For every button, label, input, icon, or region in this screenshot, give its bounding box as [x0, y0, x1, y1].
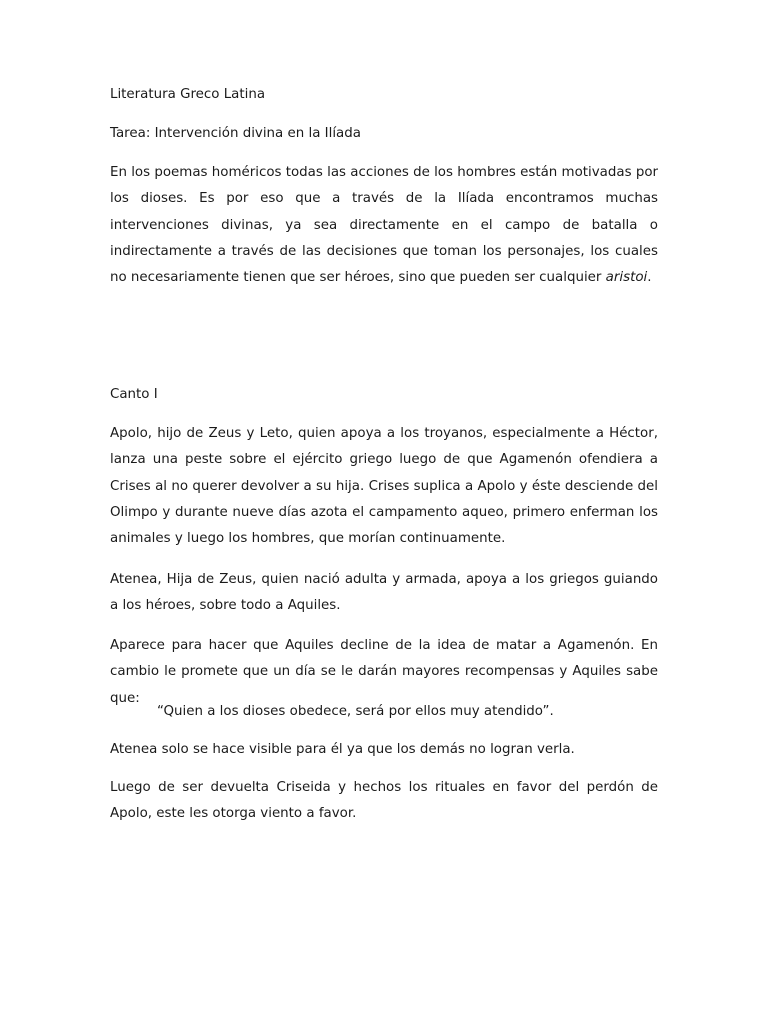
paragraph-luego: Luego de ser devuelta Criseida y hechos los rituales en favor del perdón de Apolo, este les otorga viento a favor. — [110, 780, 658, 822]
paragraph-apolo: Apolo, hijo de Zeus y Leto, quien apoya a los troyanos, especialmente a Héctor, lanza una peste sobre el ejército griego luego de que Agamenón ofendiera a Crises al no querer devolver a su hija. Crises suplica a Apolo y éste desciende del Olimpo y durante nueve días azota el campamento aqueo, primero enferman los animales y luego los hombres, que morían continuamente. — [110, 426, 658, 547]
course-title: Literatura Greco Latina — [110, 87, 266, 102]
section-title: Canto I — [110, 387, 158, 402]
intro-italic-term: aristoi — [605, 270, 648, 286]
intro-text-end: . — [647, 270, 652, 286]
assignment-title: Tarea: Intervención divina en la Ilíada — [110, 126, 361, 141]
quote: “Quien a los dioses obedece, será por ellos muy atendido”. — [157, 704, 554, 719]
paragraph-atenea: Atenea, Hija de Zeus, quien nació adulta y armada, apoya a los griegos guiando a los héroes, sobre todo a Aquiles. — [110, 572, 658, 614]
intro-paragraph — [110, 160, 658, 291]
intro-text: En los poemas homéricos todas las acciones de los hombres están motivadas por los dioses. Es por eso que a través de la Ilíada encontramos muchas intervenciones divinas, ya sea directamente en el campo de batalla o indirectamente a través de las decisiones que toman los personajes, los cuales no necesariamente tienen que ser héroes, sino que pueden ser cualquier — [110, 165, 659, 286]
paragraph-visible: Atenea solo se hace visible para él ya que los demás no logran verla. — [110, 742, 575, 757]
paragraph-aparece: Aparece para hacer que Aquiles decline de la idea de matar a Agamenón. En cambio le promete que un día se le darán mayores recompensas y Aquiles sabe que: — [110, 638, 658, 706]
